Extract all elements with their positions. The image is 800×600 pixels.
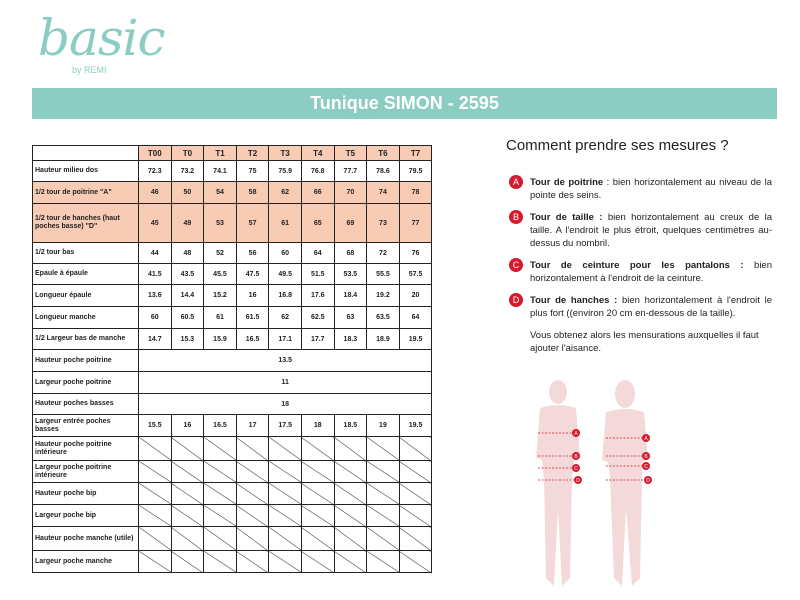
- table-cell: 78: [399, 182, 432, 204]
- instruction-term: Tour de taille :: [530, 212, 603, 223]
- size-header-t3: T3: [269, 146, 302, 161]
- row-label: Largeur poche bip: [33, 505, 139, 527]
- row-label: Largeur poche poitrine: [33, 372, 139, 394]
- table-cell: 19.5: [399, 329, 432, 350]
- table-cell: 75.9: [269, 161, 302, 182]
- row-label: Largeur poche manche: [33, 551, 139, 573]
- row-label: 1/2 tour bas: [33, 243, 139, 264]
- header-corner: [33, 146, 139, 161]
- table-cell: 60.5: [171, 307, 204, 329]
- table-cell: 72: [367, 243, 400, 264]
- marker-c: [642, 462, 650, 470]
- table-cell: 17.5: [269, 415, 302, 437]
- table-cell: 61: [204, 307, 237, 329]
- row-label: Hauteur poche bip: [33, 483, 139, 505]
- table-cell: 45.5: [204, 264, 237, 285]
- table-cell-empty: [399, 527, 432, 551]
- table-cell-empty: [301, 505, 334, 527]
- svg-text:D: D: [646, 477, 650, 484]
- table-cell: 49.5: [269, 264, 302, 285]
- table-cell: 74.1: [204, 161, 237, 182]
- brand-logo-sub: by REMI: [72, 65, 107, 75]
- table-cell-empty: [367, 505, 400, 527]
- table-cell: 45: [139, 204, 172, 243]
- table-cell-empty: [204, 437, 237, 461]
- brand-logo: [38, 8, 165, 78]
- row-label: Longueur épaule: [33, 285, 139, 307]
- table-cell: 53: [204, 204, 237, 243]
- size-header-t1: T1: [204, 146, 237, 161]
- row-label: Hauteur poche manche (utile): [33, 527, 139, 551]
- table-cell-empty: [399, 483, 432, 505]
- table-cell: 64: [399, 307, 432, 329]
- size-header-t00: T00: [139, 146, 172, 161]
- table-cell: 60: [269, 243, 302, 264]
- table-cell: 18.4: [334, 285, 367, 307]
- table-cell: 70: [334, 182, 367, 204]
- table-cell: 78.6: [367, 161, 400, 182]
- table-cell: 19.2: [367, 285, 400, 307]
- table-cell-empty: [236, 527, 269, 551]
- svg-text:A: A: [644, 435, 648, 442]
- instruction-text: : bien horizontalement au niveau de la pointe des seins.: [530, 177, 772, 201]
- letter-badge: C: [509, 258, 523, 272]
- table-cell: 58: [236, 182, 269, 204]
- table-cell: 66: [301, 182, 334, 204]
- table-cell-empty: [301, 551, 334, 573]
- table-row: [33, 461, 432, 483]
- table-cell-empty: [236, 551, 269, 573]
- table-cell: 50: [171, 182, 204, 204]
- table-cell-empty: [236, 461, 269, 483]
- table-row: [33, 483, 432, 505]
- table-cell: 60: [139, 307, 172, 329]
- table-cell-empty: [204, 551, 237, 573]
- table-row: [33, 415, 432, 437]
- table-cell-empty: [171, 437, 204, 461]
- size-header-t4: T4: [301, 146, 334, 161]
- table-cell: 14.7: [139, 329, 172, 350]
- table-cell-empty: [139, 527, 172, 551]
- row-label: Hauteur poche poitrine intérieure: [33, 437, 139, 461]
- instructions-title: Comment prendre ses mesures ?: [506, 137, 729, 154]
- table-cell: 65: [301, 204, 334, 243]
- woman-silhouette: [602, 380, 648, 586]
- marker-a: [572, 429, 580, 437]
- row-label: Hauteur poches basses: [33, 394, 139, 415]
- table-cell-empty: [301, 437, 334, 461]
- table-cell-empty: [139, 483, 172, 505]
- table-cell: 52: [204, 243, 237, 264]
- table-cell: 17.1: [269, 329, 302, 350]
- table-cell-all-sizes: 11: [139, 372, 432, 394]
- row-label: Epaule à épaule: [33, 264, 139, 285]
- table-cell: 14.4: [171, 285, 204, 307]
- row-label: Hauteur poche poitrine: [33, 350, 139, 372]
- table-cell-all-sizes: 18: [139, 394, 432, 415]
- table-cell-empty: [139, 461, 172, 483]
- size-header-t6: T6: [367, 146, 400, 161]
- table-cell-empty: [399, 505, 432, 527]
- table-cell-empty: [236, 483, 269, 505]
- table-cell: 15.9: [204, 329, 237, 350]
- instruction-text: bien horizontalement au creux de la taille. A l'endroit le plus étroit, quelques centimètres au-dessus du nombril.: [530, 212, 773, 249]
- instruction-item-a: [506, 176, 772, 202]
- letter-badge: D: [509, 293, 523, 307]
- table-cell-empty: [171, 483, 204, 505]
- table-cell: 41.5: [139, 264, 172, 285]
- table-cell: 74: [367, 182, 400, 204]
- row-label: Largeur poche poitrine intérieure: [33, 461, 139, 483]
- letter-badge: A: [509, 175, 523, 189]
- marker-c: [572, 464, 580, 472]
- table-cell-empty: [204, 505, 237, 527]
- table-cell: 73: [367, 204, 400, 243]
- size-header-t5: T5: [334, 146, 367, 161]
- table-cell-empty: [269, 551, 302, 573]
- table-row: [33, 182, 432, 204]
- table-cell-empty: [236, 437, 269, 461]
- instruction-text: bien horizontalement à l'endroit de la ceinture.: [530, 260, 773, 284]
- table-cell: 68: [334, 243, 367, 264]
- svg-text:C: C: [574, 465, 578, 472]
- table-cell: 57.5: [399, 264, 432, 285]
- table-row: [33, 437, 432, 461]
- table-cell: 76.8: [301, 161, 334, 182]
- table-cell: 20: [399, 285, 432, 307]
- table-row: [33, 161, 432, 182]
- table-cell-empty: [171, 551, 204, 573]
- table-cell-empty: [399, 437, 432, 461]
- row-label: Largeur entrée poches basses: [33, 415, 139, 437]
- table-cell: 63: [334, 307, 367, 329]
- marker-a: [642, 434, 650, 442]
- instruction-item-d: [506, 294, 772, 320]
- svg-text:B: B: [644, 453, 648, 460]
- table-cell-empty: [334, 461, 367, 483]
- table-cell: 61.5: [236, 307, 269, 329]
- table-row: [33, 505, 432, 527]
- table-cell: 75: [236, 161, 269, 182]
- table-cell-all-sizes: 13.5: [139, 350, 432, 372]
- table-cell: 19.5: [399, 415, 432, 437]
- table-cell: 16.8: [269, 285, 302, 307]
- table-cell: 18: [301, 415, 334, 437]
- marker-b: [572, 452, 580, 460]
- table-cell: 61: [269, 204, 302, 243]
- instruction-term: Tour de hanches :: [530, 295, 618, 306]
- table-cell: 54: [204, 182, 237, 204]
- table-cell: 16: [236, 285, 269, 307]
- table-cell: 62.5: [301, 307, 334, 329]
- table-cell-empty: [334, 437, 367, 461]
- table-cell-empty: [301, 527, 334, 551]
- instructions-note: Vous obtenez alors les mensurations auxquelles il faut ajouter l'aisance.: [530, 330, 759, 354]
- table-cell: 16: [171, 415, 204, 437]
- table-cell: 48: [171, 243, 204, 264]
- table-cell-empty: [171, 527, 204, 551]
- table-cell-empty: [139, 551, 172, 573]
- table-cell: 43.5: [171, 264, 204, 285]
- body-measurement-figures: [520, 378, 670, 590]
- row-label: Longueur manche: [33, 307, 139, 329]
- table-cell-empty: [301, 461, 334, 483]
- table-cell-empty: [367, 437, 400, 461]
- table-cell-empty: [334, 551, 367, 573]
- table-cell-empty: [367, 527, 400, 551]
- marker-d: [644, 476, 652, 484]
- row-label: 1/2 Largeur bas de manche: [33, 329, 139, 350]
- table-cell: 15.5: [139, 415, 172, 437]
- table-cell-empty: [334, 483, 367, 505]
- table-cell-empty: [269, 527, 302, 551]
- title-banner: Tunique SIMON - 2595: [32, 88, 777, 119]
- table-cell-empty: [269, 483, 302, 505]
- table-cell: 51.5: [301, 264, 334, 285]
- marker-b: [642, 452, 650, 460]
- table-cell: 69: [334, 204, 367, 243]
- row-label: Hauteur milieu dos: [33, 161, 139, 182]
- table-cell-empty: [171, 505, 204, 527]
- table-cell: 16.5: [236, 329, 269, 350]
- table-row: [33, 527, 432, 551]
- table-cell: 76: [399, 243, 432, 264]
- table-cell-empty: [204, 527, 237, 551]
- size-header-row: [33, 146, 432, 161]
- row-label: 1/2 tour de hanches (haut poches basse) "D": [33, 204, 139, 243]
- table-row: [33, 372, 432, 394]
- table-cell: 15.2: [204, 285, 237, 307]
- size-header-t7: T7: [399, 146, 432, 161]
- table-cell: 56: [236, 243, 269, 264]
- svg-text:B: B: [574, 453, 578, 460]
- table-cell: 63.5: [367, 307, 400, 329]
- size-header-t0: T0: [171, 146, 204, 161]
- table-cell: 57: [236, 204, 269, 243]
- table-row: [33, 243, 432, 264]
- table-row: [33, 204, 432, 243]
- table-cell-empty: [269, 505, 302, 527]
- table-cell-empty: [171, 461, 204, 483]
- table-cell-empty: [334, 505, 367, 527]
- row-label: 1/2 tour de poitrine "A": [33, 182, 139, 204]
- table-row: [33, 350, 432, 372]
- table-row: [33, 285, 432, 307]
- table-cell-empty: [236, 505, 269, 527]
- table-cell: 17: [236, 415, 269, 437]
- table-cell: 17.6: [301, 285, 334, 307]
- table-row: [33, 307, 432, 329]
- letter-badge: B: [509, 210, 523, 224]
- measurement-instructions: [506, 137, 772, 355]
- table-cell: 73.2: [171, 161, 204, 182]
- table-row: [33, 551, 432, 573]
- table-cell: 18.5: [334, 415, 367, 437]
- table-cell: 44: [139, 243, 172, 264]
- table-row: [33, 329, 432, 350]
- table-cell: 55.5: [367, 264, 400, 285]
- size-header-t2: T2: [236, 146, 269, 161]
- table-cell-empty: [367, 483, 400, 505]
- table-cell: 47.5: [236, 264, 269, 285]
- table-cell-empty: [399, 551, 432, 573]
- svg-text:D: D: [576, 477, 580, 484]
- table-cell: 77.7: [334, 161, 367, 182]
- instruction-item-b: [506, 211, 772, 250]
- table-cell: 49: [171, 204, 204, 243]
- table-cell-empty: [269, 461, 302, 483]
- table-cell-empty: [367, 461, 400, 483]
- table-cell: 18.9: [367, 329, 400, 350]
- table-cell: 64: [301, 243, 334, 264]
- table-cell-empty: [301, 483, 334, 505]
- table-cell: 72.3: [139, 161, 172, 182]
- table-cell-empty: [334, 527, 367, 551]
- table-cell-empty: [204, 483, 237, 505]
- table-row: [33, 394, 432, 415]
- svg-text:A: A: [574, 430, 578, 437]
- table-cell: 15.3: [171, 329, 204, 350]
- table-cell-empty: [269, 437, 302, 461]
- table-cell: 13.6: [139, 285, 172, 307]
- instruction-item-c: [506, 259, 772, 285]
- table-cell-empty: [367, 551, 400, 573]
- table-cell: 53.5: [334, 264, 367, 285]
- instruction-term: Tour de poitrine: [530, 177, 604, 188]
- instruction-text: bien horizontalement à l'endroit le plus fort ((environ 20 cm en-dessous de la taille).: [530, 295, 772, 319]
- marker-d: [574, 476, 582, 484]
- table-cell-empty: [139, 437, 172, 461]
- table-cell: 46: [139, 182, 172, 204]
- size-table: [32, 145, 432, 573]
- table-cell: 62: [269, 182, 302, 204]
- table-cell-empty: [139, 505, 172, 527]
- brand-logo-word: basic: [38, 9, 165, 67]
- table-cell: 79.5: [399, 161, 432, 182]
- table-cell-empty: [204, 461, 237, 483]
- table-cell: 16.5: [204, 415, 237, 437]
- table-cell-empty: [399, 461, 432, 483]
- table-cell: 19: [367, 415, 400, 437]
- table-row: [33, 264, 432, 285]
- svg-text:C: C: [644, 463, 648, 470]
- table-cell: 62: [269, 307, 302, 329]
- table-cell: 18.3: [334, 329, 367, 350]
- instruction-term: Tour de ceinture pour les pantalons :: [530, 260, 744, 271]
- table-cell: 17.7: [301, 329, 334, 350]
- man-silhouette: [536, 380, 580, 586]
- table-cell: 77: [399, 204, 432, 243]
